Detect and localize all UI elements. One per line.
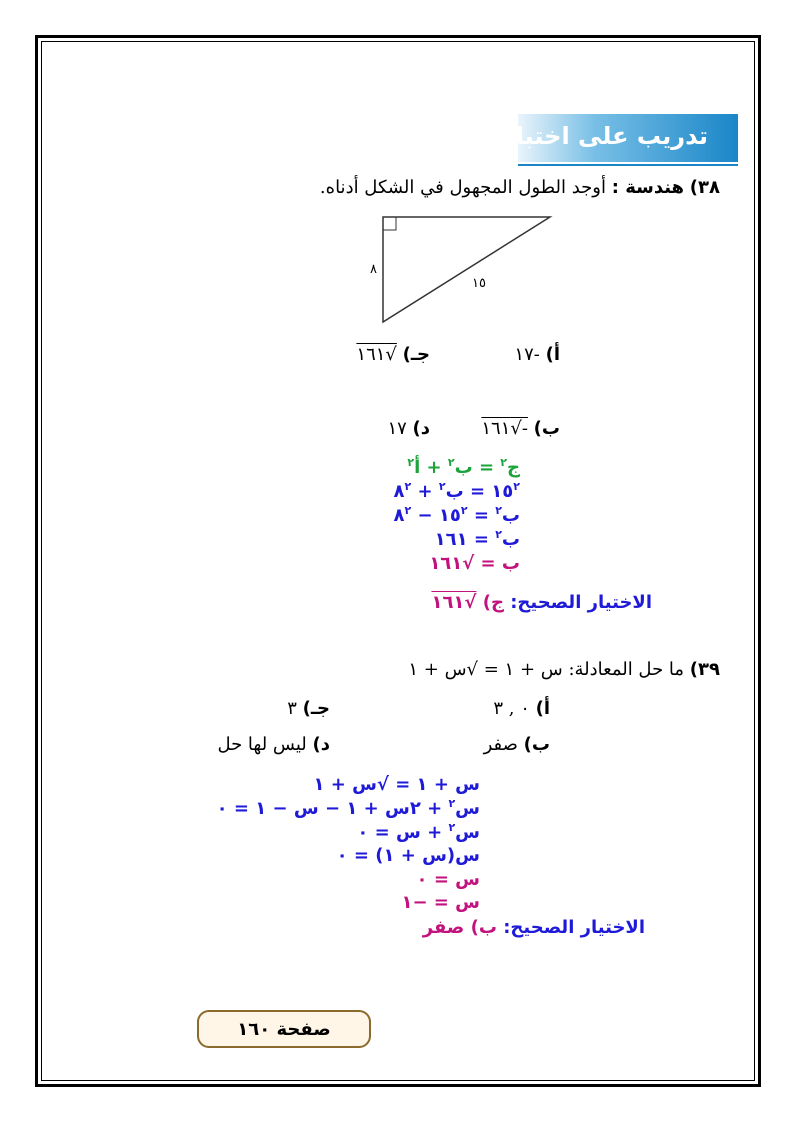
- q38-answer-label: الاختيار الصحيح:: [510, 592, 652, 613]
- page-number-badge: [197, 1010, 371, 1048]
- q39-option-c-value: ٣: [287, 698, 297, 719]
- q38-option-b[interactable]: [481, 418, 560, 439]
- q39-option-d-value: ليس لها حل: [217, 734, 307, 755]
- q38-answer-letter: ج): [482, 592, 504, 613]
- q38-solution-line2: $١٥^٢$ = ب$^٢$ + $٨^٢$: [393, 480, 520, 502]
- q38-option-b-value: -√١٦١: [481, 418, 528, 439]
- q39-number: ٣٩): [689, 659, 720, 680]
- triangle-side-label: ٨: [370, 262, 377, 277]
- q38-solution-line3: ب$^٢$ = $١٥^٢$ − $٨^٢$: [393, 504, 520, 526]
- q39-solution-line5: س = ٠: [416, 869, 480, 890]
- q38-solution-line5: ب = √١٦١: [429, 553, 520, 574]
- q39-solution-line1: س + ١ = √س + ١: [313, 774, 480, 795]
- q39-solution-line4: س(س + ١) = ٠: [336, 845, 480, 866]
- q39-solution-line6: س = −١: [401, 892, 480, 913]
- q39-option-a-letter: أ): [535, 698, 550, 719]
- q39-answer: [423, 917, 645, 938]
- q38-option-a-value: -١٧: [514, 344, 540, 365]
- q38-number: ٣٨): [689, 177, 720, 198]
- q38-option-a[interactable]: [514, 344, 560, 365]
- section-banner: [501, 114, 738, 162]
- q38-option-d-letter: د): [412, 418, 430, 439]
- q39-option-c-letter: جـ): [302, 698, 330, 719]
- q39-prompt: ما حل المعادلة: س + ١ = √س + ١: [408, 659, 685, 680]
- q39-option-d-letter: د): [312, 734, 330, 755]
- q38-option-a-letter: أ): [545, 344, 560, 365]
- q39-answer-value: ب) صفر: [422, 917, 497, 938]
- triangle-hypotenuse-label: ١٥: [472, 276, 486, 291]
- q39-option-b-letter: ب): [523, 734, 550, 755]
- q39-option-b[interactable]: [484, 734, 550, 755]
- q38-answer-value: √١٦١: [431, 592, 477, 613]
- q38-solution-line1: ج$^٢$ = ب$^٢$ + أ$^٢$: [407, 456, 520, 478]
- q38-prompt: أوجد الطول المجهول في الشكل أدناه.: [319, 177, 606, 198]
- q39-option-a[interactable]: [493, 698, 550, 719]
- q38-option-d-value: ١٧: [387, 418, 407, 439]
- q38-option-b-letter: ب): [533, 418, 560, 439]
- page-number: صفحة ١٦٠: [237, 1019, 331, 1040]
- q38-option-d[interactable]: [387, 418, 430, 439]
- banner-underline: [518, 164, 738, 166]
- q39-solution-line3: س$^٢$ + س = ٠: [357, 821, 480, 843]
- q39-answer-label: الاختيار الصحيح:: [503, 917, 645, 938]
- q38-solution-line4: ب$^٢$ = ١٦١: [434, 528, 520, 550]
- section-title: تدريب على اختبار: [501, 122, 708, 150]
- q39-option-b-value: صفر: [483, 734, 518, 755]
- q39-solution-line2: س$^٢$ + ٢س + ١ − س − ١ = ٠: [216, 797, 480, 819]
- q39-prompt-line: [408, 659, 720, 680]
- q38-prompt-line: [320, 177, 720, 198]
- q38-keyword: هندسة :: [611, 177, 685, 198]
- q39-option-a-value: ٠ , ٣: [493, 698, 530, 719]
- q38-option-c-value: √١٦١: [356, 344, 397, 365]
- right-triangle-figure: [370, 212, 560, 330]
- q39-option-d[interactable]: [217, 734, 330, 755]
- q38-answer: [431, 592, 652, 613]
- q39-option-c[interactable]: [287, 698, 330, 719]
- q38-option-c-letter: جـ): [402, 344, 430, 365]
- q38-option-c[interactable]: [356, 344, 430, 365]
